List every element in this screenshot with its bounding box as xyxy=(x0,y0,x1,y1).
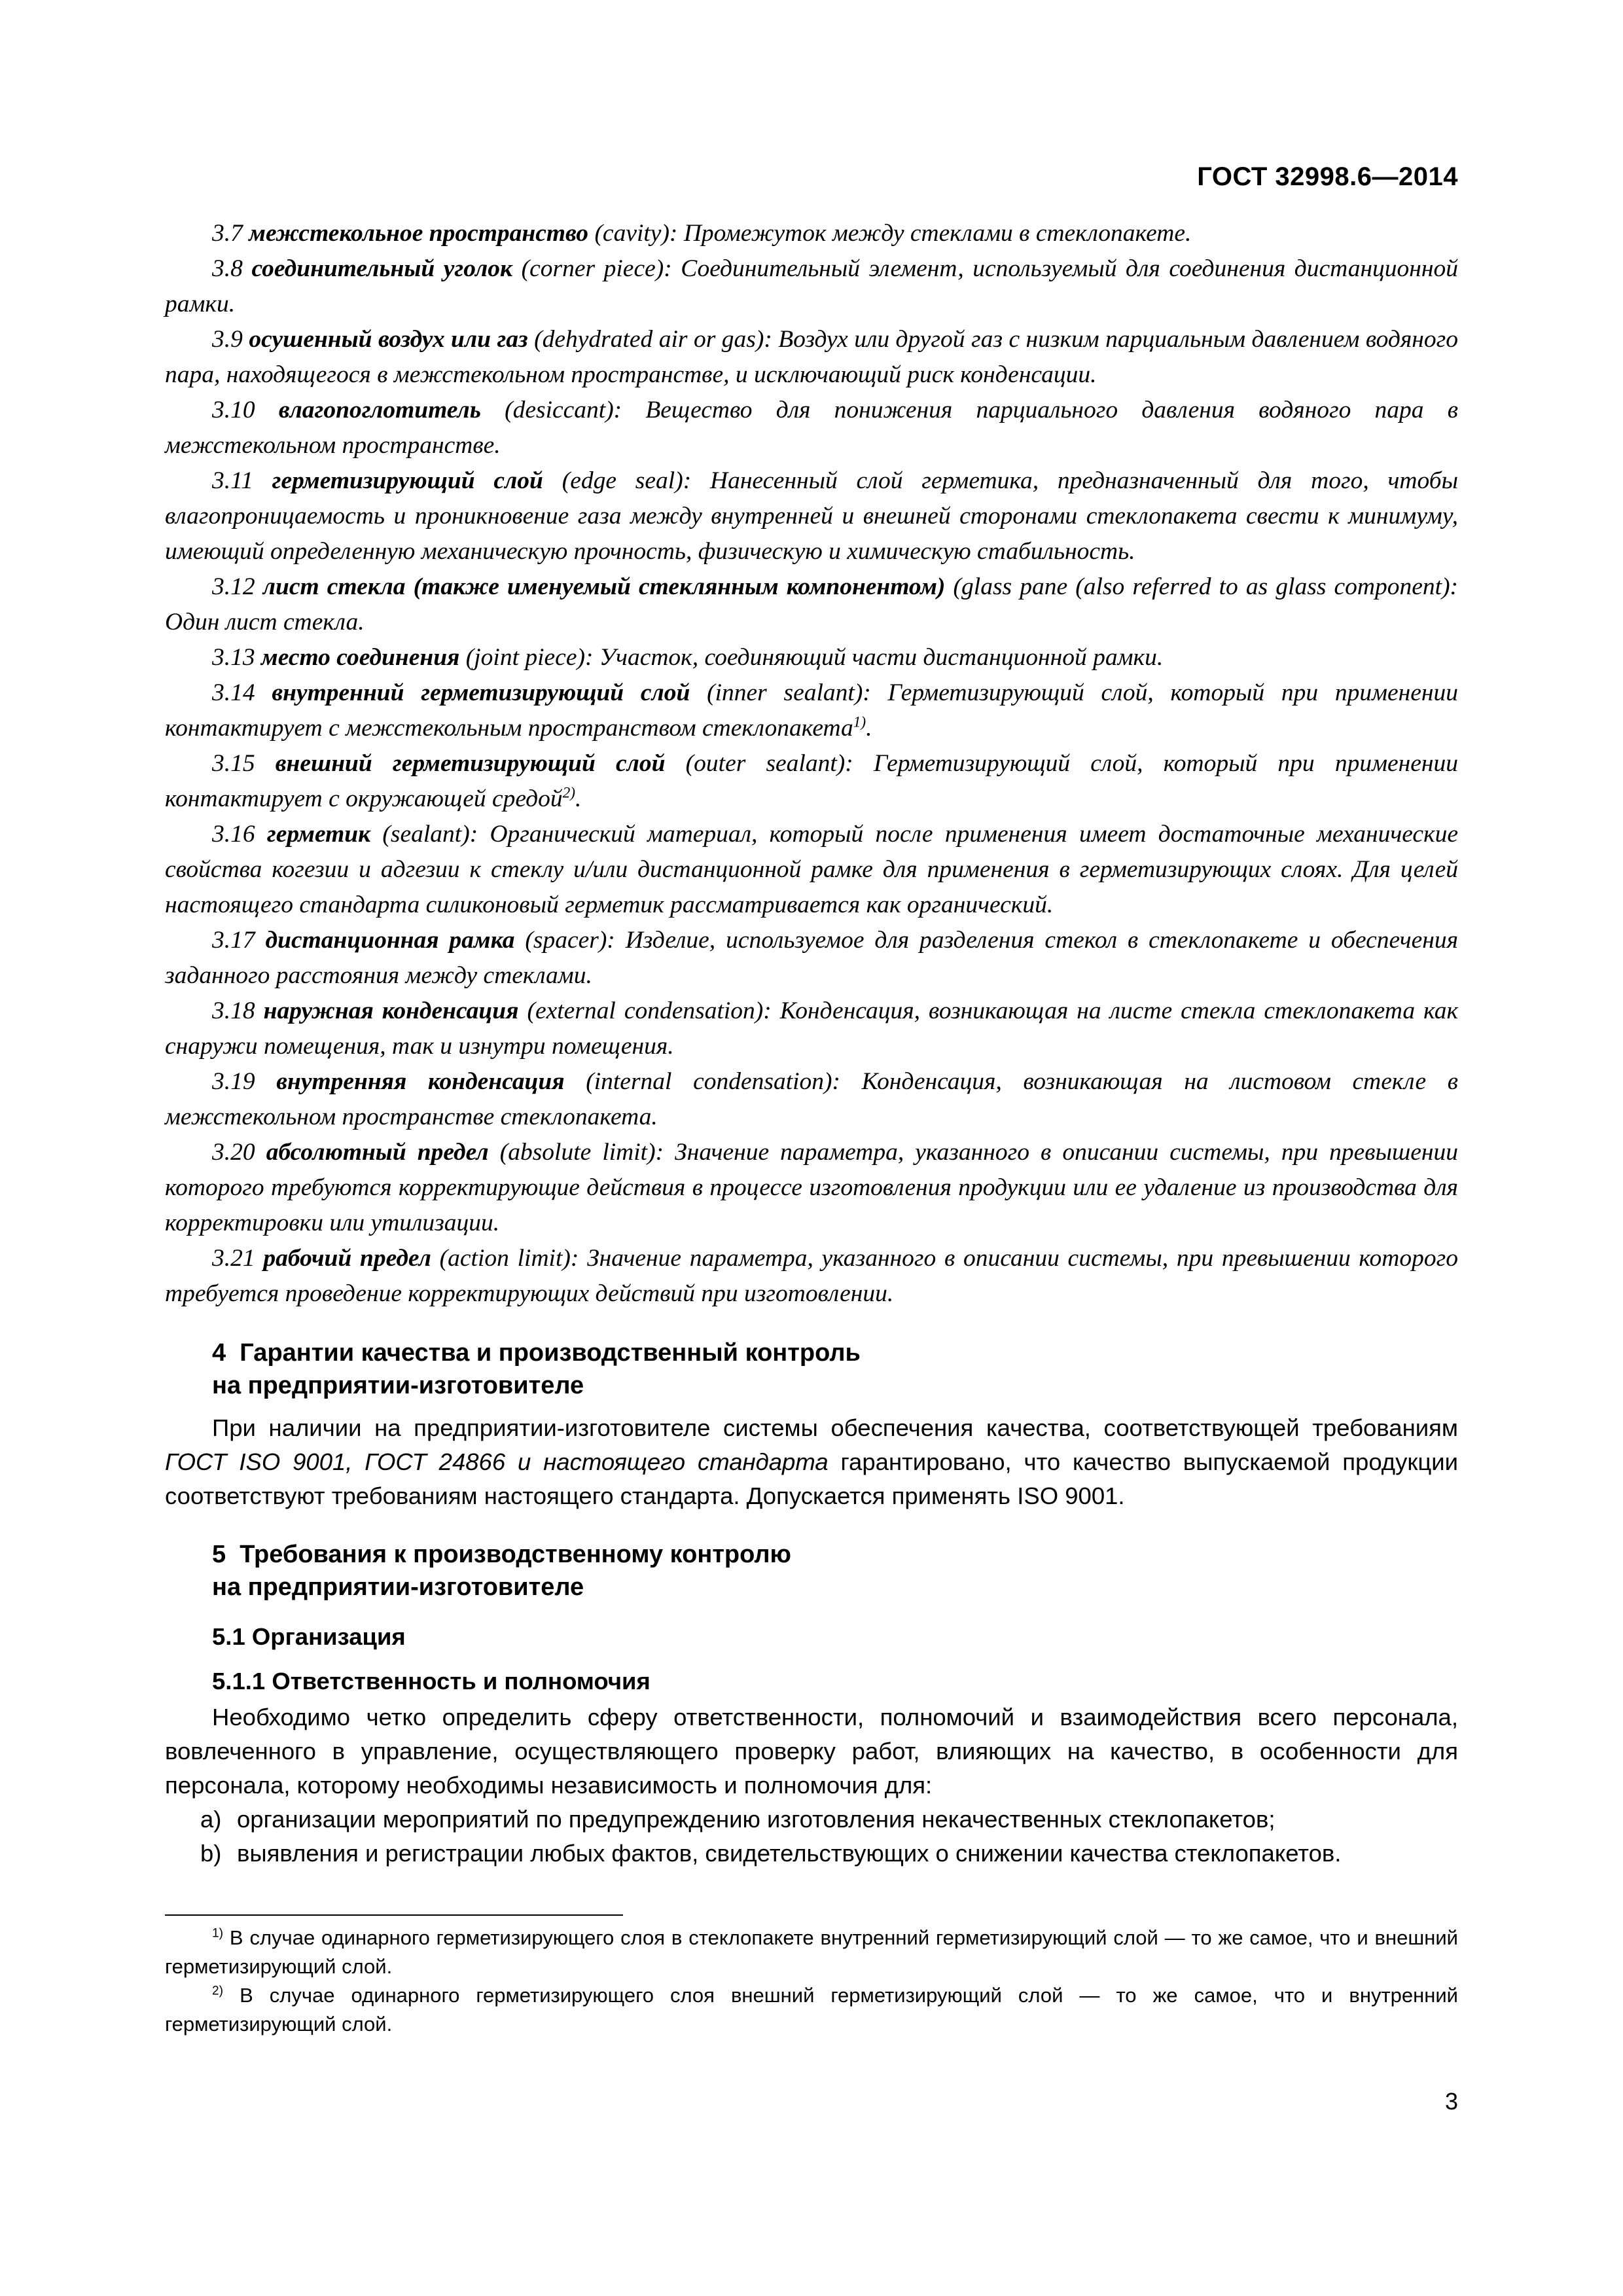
term-definition xyxy=(165,1241,1458,1312)
term-text: Значение параметра, указанного в описании системы, при превышении которого требуются корректирующие действия в процессе изготовления продукции или ее удаление из производства для корректировки или утилизации. xyxy=(165,1139,1459,1236)
term-number: 3.9 xyxy=(212,326,243,353)
term-english: (external condensation): xyxy=(527,997,772,1024)
term-definition xyxy=(165,746,1458,817)
term-english: (action limit): xyxy=(439,1245,579,1272)
term-definition xyxy=(165,322,1458,393)
subsection-51-title: 5.1 Организация xyxy=(212,1623,406,1650)
term-name: рабочий предел xyxy=(263,1245,431,1272)
section-5-title-line2: на предприятии-изготовителе xyxy=(212,1573,584,1601)
term-english: (internal condensation): xyxy=(586,1068,841,1095)
term-english: (corner piece): xyxy=(521,255,672,282)
term-name: межстекольное пространство xyxy=(249,220,589,247)
page-header-standard-id: ГОСТ 32998.6—2014 xyxy=(1197,162,1458,191)
document-body xyxy=(165,216,1458,1871)
section-5-heading xyxy=(165,1538,1458,1604)
term-name: наружная конденсация xyxy=(263,997,519,1024)
list-item xyxy=(165,1837,1458,1871)
term-number: 3.13 xyxy=(212,644,255,671)
term-name: осушенный воздух или газ xyxy=(249,326,528,353)
term-number: 3.19 xyxy=(212,1068,255,1095)
term-name: соединительный уголок xyxy=(251,255,513,282)
footnote-1-marker: 1) xyxy=(212,1926,224,1941)
footnote-2-marker: 2) xyxy=(212,1984,224,1998)
section-5-number: 5 xyxy=(212,1541,226,1568)
list-item-text: выявления и регистрации любых фактов, свидетельствующих о снижении качества стеклопакетов. xyxy=(237,1840,1342,1867)
section-4-references: ГОСТ ISO 9001, ГОСТ 24866 и настоящего стандарта xyxy=(165,1448,829,1475)
subsection-511-paragraph: Необходимо четко определить сферу ответственности, полномочий и взаимодействия всего персонала, вовлеченного в управление, осуществляющего проверку работ, влияющих на качество, в особенности для персонала, которому необходимы независимость и полномочия для: xyxy=(165,1704,1458,1799)
term-name: лист стекла (также именуемый стеклянным компонентом) xyxy=(262,573,946,600)
list-item-label: a) xyxy=(200,1806,222,1833)
page-number: 3 xyxy=(1444,2088,1458,2115)
section-5-title xyxy=(212,1538,1458,1604)
section-4-heading xyxy=(165,1336,1458,1402)
term-definition xyxy=(165,251,1458,322)
term-number: 3.18 xyxy=(212,997,255,1024)
term-text: Вещество для понижения парциального давления водяного пара в межстекольном пространстве. xyxy=(165,397,1459,459)
term-english: (desiccant): xyxy=(505,397,622,423)
footnote-2-text: В случае одинарного герметизирующего слоя внешний герметизирующий слой — то же самое, что и внутренний герметизирующий слой. xyxy=(165,1984,1458,2036)
term-definition xyxy=(165,817,1458,923)
footnote-1-text: В случае одинарного герметизирующего слоя в стеклопакете внутренний герметизирующий слой — то же самое, что и внешний герметизирующий слой. xyxy=(165,1926,1458,1978)
term-number: 3.11 xyxy=(212,467,253,494)
term-definition xyxy=(165,569,1458,640)
term-text: Конденсация, возникающая на листе стекла стеклопакета как снаружи помещения, так и изнутри помещения. xyxy=(165,997,1459,1060)
term-name: влагопоглотитель xyxy=(278,397,481,423)
section-4-text-part2: гарантировано, что качество выпускаемой продукции соответствуют требованиям настоящего стандарта. Допускается применять ISO 9001. xyxy=(165,1448,1459,1509)
term-text-end: . xyxy=(575,785,582,812)
term-definition xyxy=(165,675,1458,746)
term-english: (edge seal): xyxy=(562,467,692,494)
footnote-marker-1: 1) xyxy=(853,713,866,731)
footnote-2 xyxy=(165,1981,1458,2039)
subsection-511-title: 5.1.1 Ответственность и полномочия xyxy=(212,1668,651,1695)
term-definition xyxy=(165,923,1458,994)
term-english: (dehydrated air or gas): xyxy=(534,326,772,353)
term-name: место соединения xyxy=(261,644,460,671)
term-text: Герметизирующий слой, который при применении контактирует с окружающей средой xyxy=(165,750,1459,812)
term-number: 3.15 xyxy=(212,750,255,777)
term-definition xyxy=(165,1135,1458,1241)
term-definition xyxy=(165,1064,1458,1135)
section-4-title-line2: на предприятии-изготовителе xyxy=(212,1372,584,1399)
term-definition xyxy=(165,640,1458,675)
term-text: Изделие, используемое для разделения стекол в стеклопакете и обеспечения заданного расстояния между стеклами. xyxy=(165,927,1459,989)
term-definition xyxy=(165,216,1458,251)
section-4-title-line1: Гарантии качества и производственный контроль xyxy=(240,1339,861,1367)
term-english: (spacer): xyxy=(525,927,615,954)
footnote-1 xyxy=(165,1924,1458,1981)
term-name: внутренняя конденсация xyxy=(276,1068,565,1095)
footnote-separator xyxy=(165,1914,623,1916)
section-4-text-part1: При наличии на предприятии-изготовителе системы обеспечения качества, соответствующей требованиям xyxy=(212,1414,1458,1441)
term-number: 3.21 xyxy=(212,1245,255,1272)
term-english: (glass pane (also referred to as glass component): xyxy=(953,573,1459,600)
list-item-label: b) xyxy=(200,1840,222,1867)
term-name: внутренний герметизирующий слой xyxy=(272,679,690,706)
term-definition xyxy=(165,994,1458,1064)
term-number: 3.17 xyxy=(212,927,255,954)
term-text: Участок, соединяющий части дистанционной рамки. xyxy=(593,644,1164,671)
term-text: Конденсация, возникающая на листовом стекле в межстекольном пространстве стеклопакета. xyxy=(165,1068,1459,1130)
term-text: Воздух или другой газ с низким парциальным давлением водяного пара, находящегося в межстекольном пространстве, и исключающий риск конденсации. xyxy=(165,326,1459,388)
term-text: Значение параметра, указанного в описании системы, при превышении которого требуется проведение корректирующих действий при изготовлении. xyxy=(165,1245,1459,1307)
footnotes-area xyxy=(165,1914,1458,2039)
term-definition xyxy=(165,393,1458,463)
term-text: Нанесенный слой герметика, предназначенный для того, чтобы влагопроницаемость и проникновение газа между внутренней и внешней сторонами стеклопакета свести к минимуму, имеющий определенную механическую прочность, физическую и химическую стабильность. xyxy=(165,467,1459,565)
term-number: 3.7 xyxy=(212,220,243,247)
section-5-title-line1: Требования к производственному контролю xyxy=(240,1541,792,1568)
term-text: Промежуток между стеклами в стеклопакете. xyxy=(677,220,1192,247)
term-text: Органический материал, который после применения имеет достаточные механические свойства когезии и адгезии к стеклу и/или дистанционной рамке для применения в герметизирующих слоях. Для целей настоящего стандарта силиконовый герметик рассматривается как органический. xyxy=(165,821,1459,918)
term-name: герметизирующий слой xyxy=(272,467,543,494)
section-4-paragraph xyxy=(165,1411,1458,1513)
term-english: (sealant): xyxy=(382,821,478,848)
term-number: 3.12 xyxy=(212,573,255,600)
term-english: (absolute limit): xyxy=(499,1139,664,1166)
term-english: (cavity): xyxy=(594,220,678,247)
term-name: внешний герметизирующий слой xyxy=(275,750,666,777)
term-text-end: . xyxy=(866,715,872,742)
term-name: дистанционная рамка xyxy=(265,927,515,954)
term-number: 3.16 xyxy=(212,821,255,848)
footnote-marker-2: 2) xyxy=(562,784,575,802)
term-number: 3.20 xyxy=(212,1139,255,1166)
list-item xyxy=(165,1803,1458,1837)
term-definition xyxy=(165,463,1458,569)
term-name: герметик xyxy=(266,821,371,848)
term-number: 3.10 xyxy=(212,397,255,423)
list-item-text: организации мероприятий по предупреждению изготовления некачественных стеклопакетов; xyxy=(237,1806,1275,1833)
section-4-title xyxy=(212,1336,1458,1402)
term-number: 3.8 xyxy=(212,255,243,282)
term-english: (outer sealant): xyxy=(685,750,853,777)
section-4-number: 4 xyxy=(212,1339,226,1367)
term-number: 3.14 xyxy=(212,679,255,706)
term-text: Герметизирующий слой, который при применении контактирует с межстекольным пространством стеклопакета xyxy=(165,679,1458,742)
term-text: Соединительный элемент, используемый для соединения дистанционной рамки. xyxy=(165,255,1459,317)
term-english: (inner sealant): xyxy=(707,679,871,706)
term-name: абсолютный предел xyxy=(266,1139,489,1166)
term-text: Один лист стекла. xyxy=(165,609,365,636)
term-english: (joint piece): xyxy=(465,644,594,671)
